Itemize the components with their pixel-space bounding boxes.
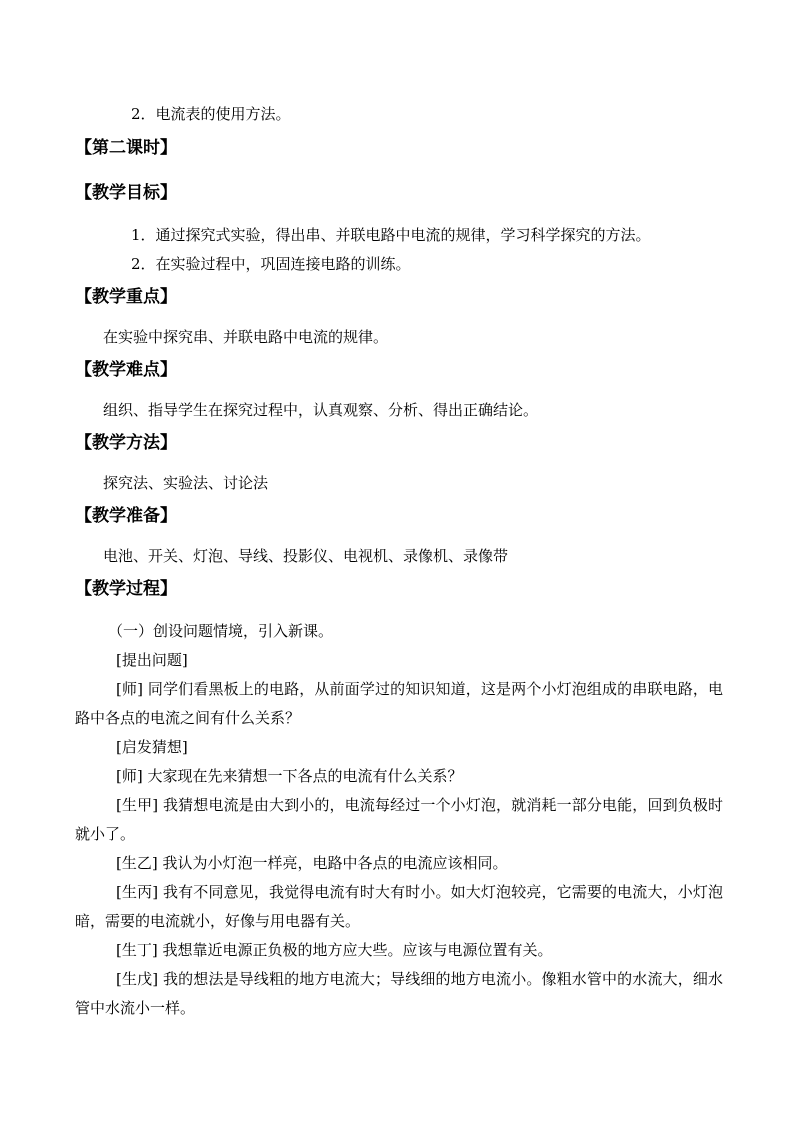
difficulties-body: 组织、指导学生在探究过程中，认真观察、分析、得出正确结论。 <box>103 401 539 419</box>
student-d-remark: [生丁] 我想靠近电源正负极的地方应大些。应该与电源位置有关。 <box>116 941 553 959</box>
section-title-lesson2: 【第二课时】 <box>75 138 177 158</box>
key-points-body: 在实验中探究串、并联电路中电流的规律。 <box>103 328 389 346</box>
teacher-remark-2: [师] 大家现在先来猜想一下各点的电流有什么关系？ <box>116 767 463 785</box>
section-title-objectives: 【教学目标】 <box>75 183 177 203</box>
teacher-remark-1: [师] 同学们看黑板上的电路，从前面学过的知识知道，这是两个小灯泡组成的串联电路，电路中各点的电流之间有什么关系？ <box>75 680 723 727</box>
student-c-remark: [生丙] 我有不同意见，我觉得电流有时大有时小。如大灯泡较亮，它需要的电流大，小灯泡暗，需要的电流就小，好像与用电器有关。 <box>75 883 723 930</box>
preparation-body: 电池、开关、灯泡、导线、投影仪、电视机、录像机、录像带 <box>103 547 509 565</box>
section-title-key-points: 【教学重点】 <box>75 287 177 307</box>
section-title-difficulties: 【教学难点】 <box>75 360 177 380</box>
methods-body: 探究法、实验法、讨论法 <box>103 474 269 492</box>
process-step-1: （一）创设问题情境，引入新课。 <box>108 622 334 640</box>
section-title-process: 【教学过程】 <box>75 579 177 599</box>
ask-question-label: [提出问题] <box>116 651 188 669</box>
section-title-preparation: 【教学准备】 <box>75 506 177 526</box>
intro-item: 2．电流表的使用方法。 <box>131 105 291 123</box>
student-a-remark: [生甲] 我猜想电流是由大到小的，电流每经过一个小灯泡，就消耗一部分电能，回到负极时就小了。 <box>75 796 723 843</box>
student-b-remark: [生乙] 我认为小灯泡一样亮，电路中各点的电流应该相同。 <box>116 854 508 872</box>
student-e-remark: [生戊] 我的想法是导线粗的地方电流大；导线细的地方电流小。像粗水管中的水流大，细水管中水流小一样。 <box>75 970 723 1017</box>
inspire-guess-label: [启发猜想] <box>116 738 188 756</box>
objective-item-1: 1．通过探究式实验，得出串、并联电路中电流的规律，学习科学探究的方法。 <box>131 226 651 244</box>
objective-item-2: 2．在实验过程中，巩固连接电路的训练。 <box>131 255 411 273</box>
section-title-methods: 【教学方法】 <box>75 433 177 453</box>
